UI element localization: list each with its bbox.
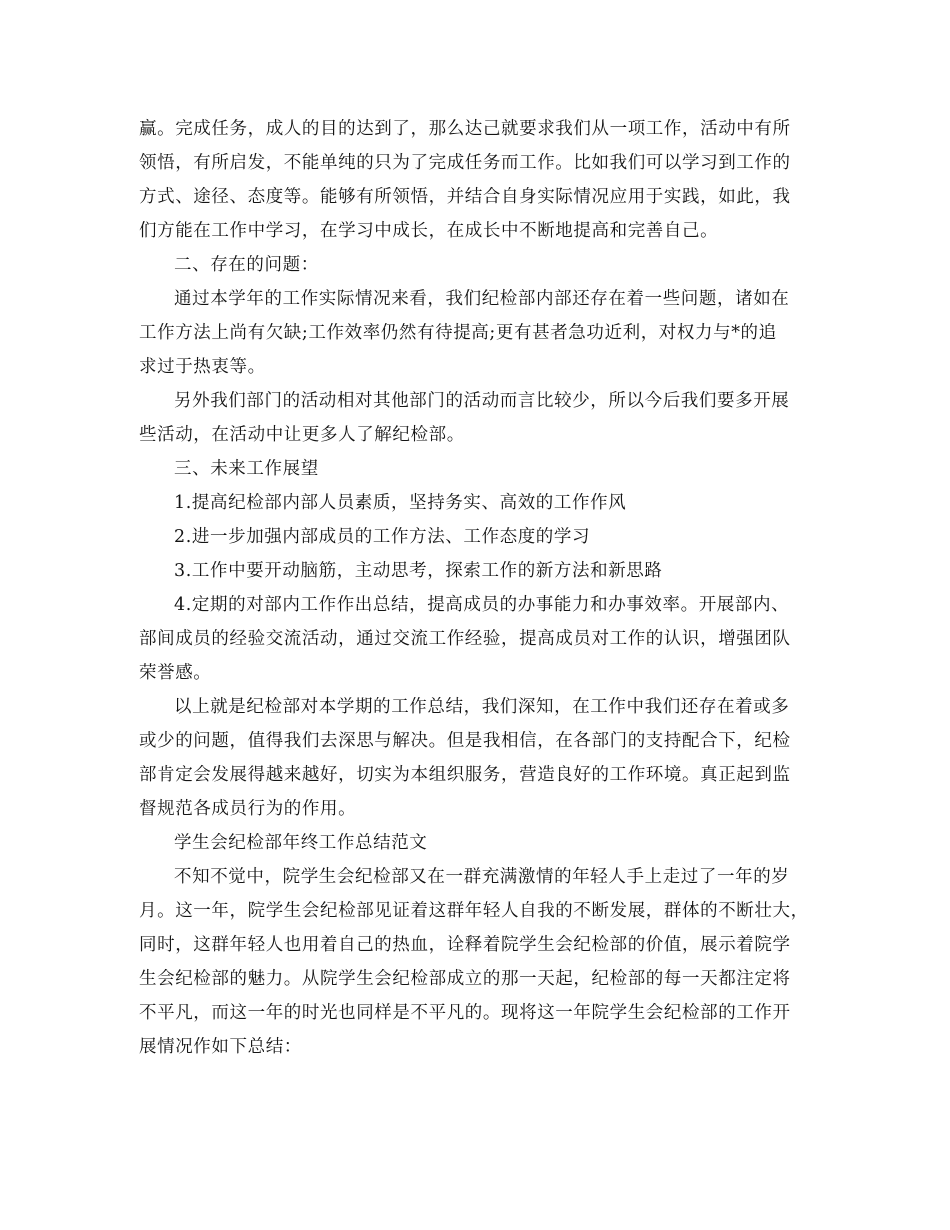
text-line: 部肯定会发展得越来越好，切实为本组织服务，营造良好的工作环境。真正起到监 xyxy=(139,765,791,785)
text-line: 求过于热衷等。 xyxy=(139,357,266,377)
text-line: 赢。完成任务，成人的目的达到了，那么达己就要求我们从一项工作，活动中有所 xyxy=(139,119,791,139)
text-line: 1.提高纪检部内部人员素质，坚持务实、高效的工作作风 xyxy=(174,493,627,513)
text-line: 月。这一年，院学生会纪检部见证着这群年轻人自我的不断发展，群体的不断壮大， xyxy=(139,901,809,921)
text-line: 荣誉感。 xyxy=(139,663,212,683)
text-line: 展情况作如下总结： xyxy=(139,1037,302,1057)
text-line: 通过本学年的工作实际情况来看，我们纪检部内部还存在着一些问题，诸如在 xyxy=(174,289,790,309)
text-line: 学生会纪检部年终工作总结范文 xyxy=(174,833,428,853)
text-line: 们方能在工作中学习，在学习中成长，在成长中不断地提高和完善自己。 xyxy=(139,221,719,241)
text-line: 2.进一步加强内部成员的工作方法、工作态度的学习 xyxy=(174,527,591,547)
text-line: 4.定期的对部内工作作出总结，提高成员的办事能力和办事效率。开展部内、 xyxy=(174,595,790,615)
text-line: 另外我们部门的活动相对其他部门的活动而言比较少，所以今后我们要多开展 xyxy=(174,391,790,411)
text-line: 督规范各成员行为的作用。 xyxy=(139,799,357,819)
text-line: 工作方法上尚有欠缺;工作效率仍然有待提高;更有甚者急功近利，对权力与*的追 xyxy=(139,323,777,343)
text-line: 同时，这群年轻人也用着自己的热血，诠释着院学生会纪检部的价值，展示着院学 xyxy=(139,935,791,955)
text-line: 生会纪检部的魅力。从院学生会纪检部成立的那一天起，纪检部的每一天都注定将 xyxy=(139,969,791,989)
text-line: 三、未来工作展望 xyxy=(174,459,319,479)
text-line: 3.工作中要开动脑筋，主动思考，探索工作的新方法和新思路 xyxy=(174,561,663,581)
text-line: 部间成员的经验交流活动，通过交流工作经验，提高成员对工作的认识，增强团队 xyxy=(139,629,791,649)
text-line: 或少的问题，值得我们去深思与解决。但是我相信，在各部门的支持配合下，纪检 xyxy=(139,731,791,751)
text-line: 以上就是纪检部对本学期的工作总结，我们深知，在工作中我们还存在着或多 xyxy=(174,697,790,717)
text-line: 不平凡，而这一年的时光也同样是不平凡的。现将这一年院学生会纪检部的工作开 xyxy=(139,1003,791,1023)
document-body xyxy=(139,112,815,1064)
text-line: 领悟，有所启发，不能单纯的只为了完成任务而工作。比如我们可以学习到工作的 xyxy=(139,153,791,173)
text-line: 些活动，在活动中让更多人了解纪检部。 xyxy=(139,425,465,445)
text-line: 二、存在的问题： xyxy=(174,255,319,275)
text-line: 方式、途径、态度等。能够有所领悟，并结合自身实际情况应用于实践，如此，我 xyxy=(139,187,791,207)
text-line: 不知不觉中，院学生会纪检部又在一群充满激情的年轻人手上走过了一年的岁 xyxy=(174,867,790,887)
